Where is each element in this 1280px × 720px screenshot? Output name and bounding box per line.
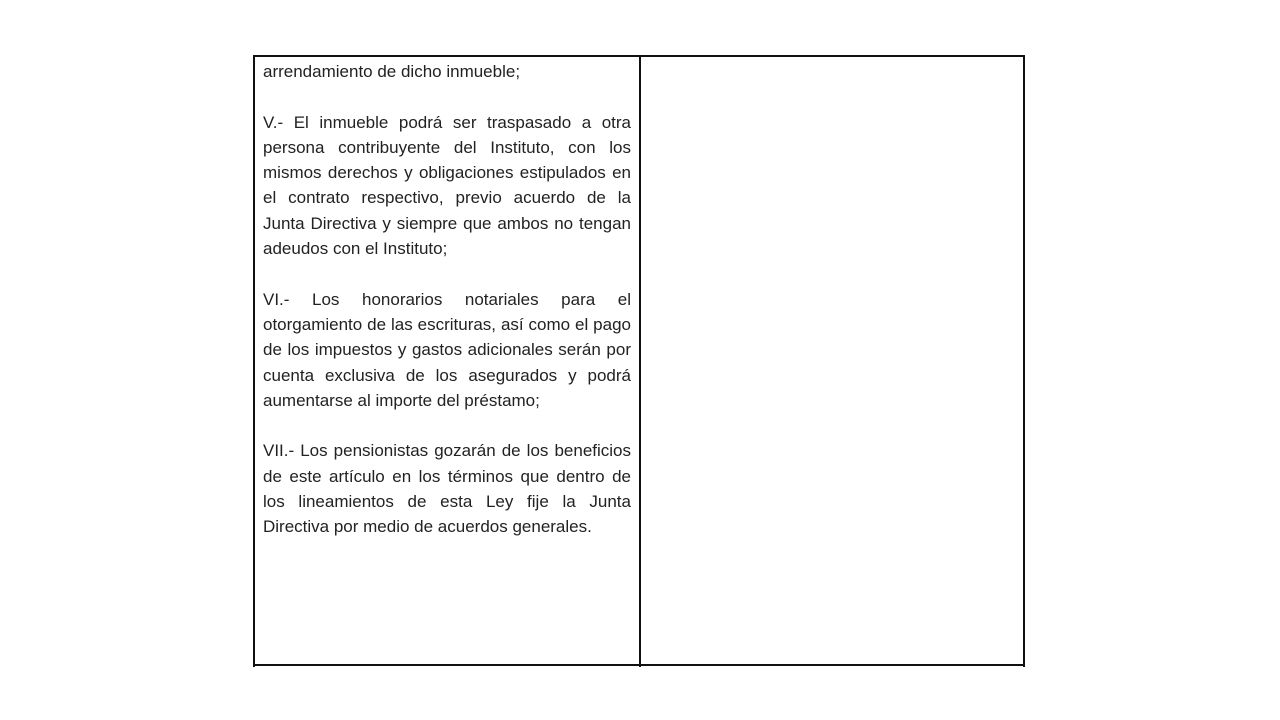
two-column-table — [253, 55, 1025, 667]
paragraph-fraction-vi: VI.- Los honorarios notariales para el otorgamiento de las escrituras, así como el pago de los impuestos y gastos adicionales serán por cuenta exclusiva de los asegurados y podrá aumentarse al importe del préstamo; — [263, 289, 631, 410]
paragraph-continuation: arrendamiento de dicho inmueble; — [263, 62, 521, 81]
paragraph-fraction-v: V.- El inmueble podrá ser traspasado a otra persona contribuyente del Instituto, con los mismos derechos y obligaciones estipulados en el contrato respectivo, previo acuerdo de la Junta Directiva y siempre que ambos no tengan adeudos con el Instituto; — [263, 112, 631, 259]
column-divider — [639, 57, 641, 667]
left-column-cell — [263, 59, 631, 565]
paragraph-fraction-vii: VII.- Los pensionistas gozarán de los beneficios de este artículo en los términos que dentro de los lineamientos de esta Ley fije la Junta Directiva por medio de acuerdos generales. — [263, 441, 631, 537]
right-column-cell — [643, 57, 1023, 667]
table-bottom-border — [253, 664, 1025, 666]
